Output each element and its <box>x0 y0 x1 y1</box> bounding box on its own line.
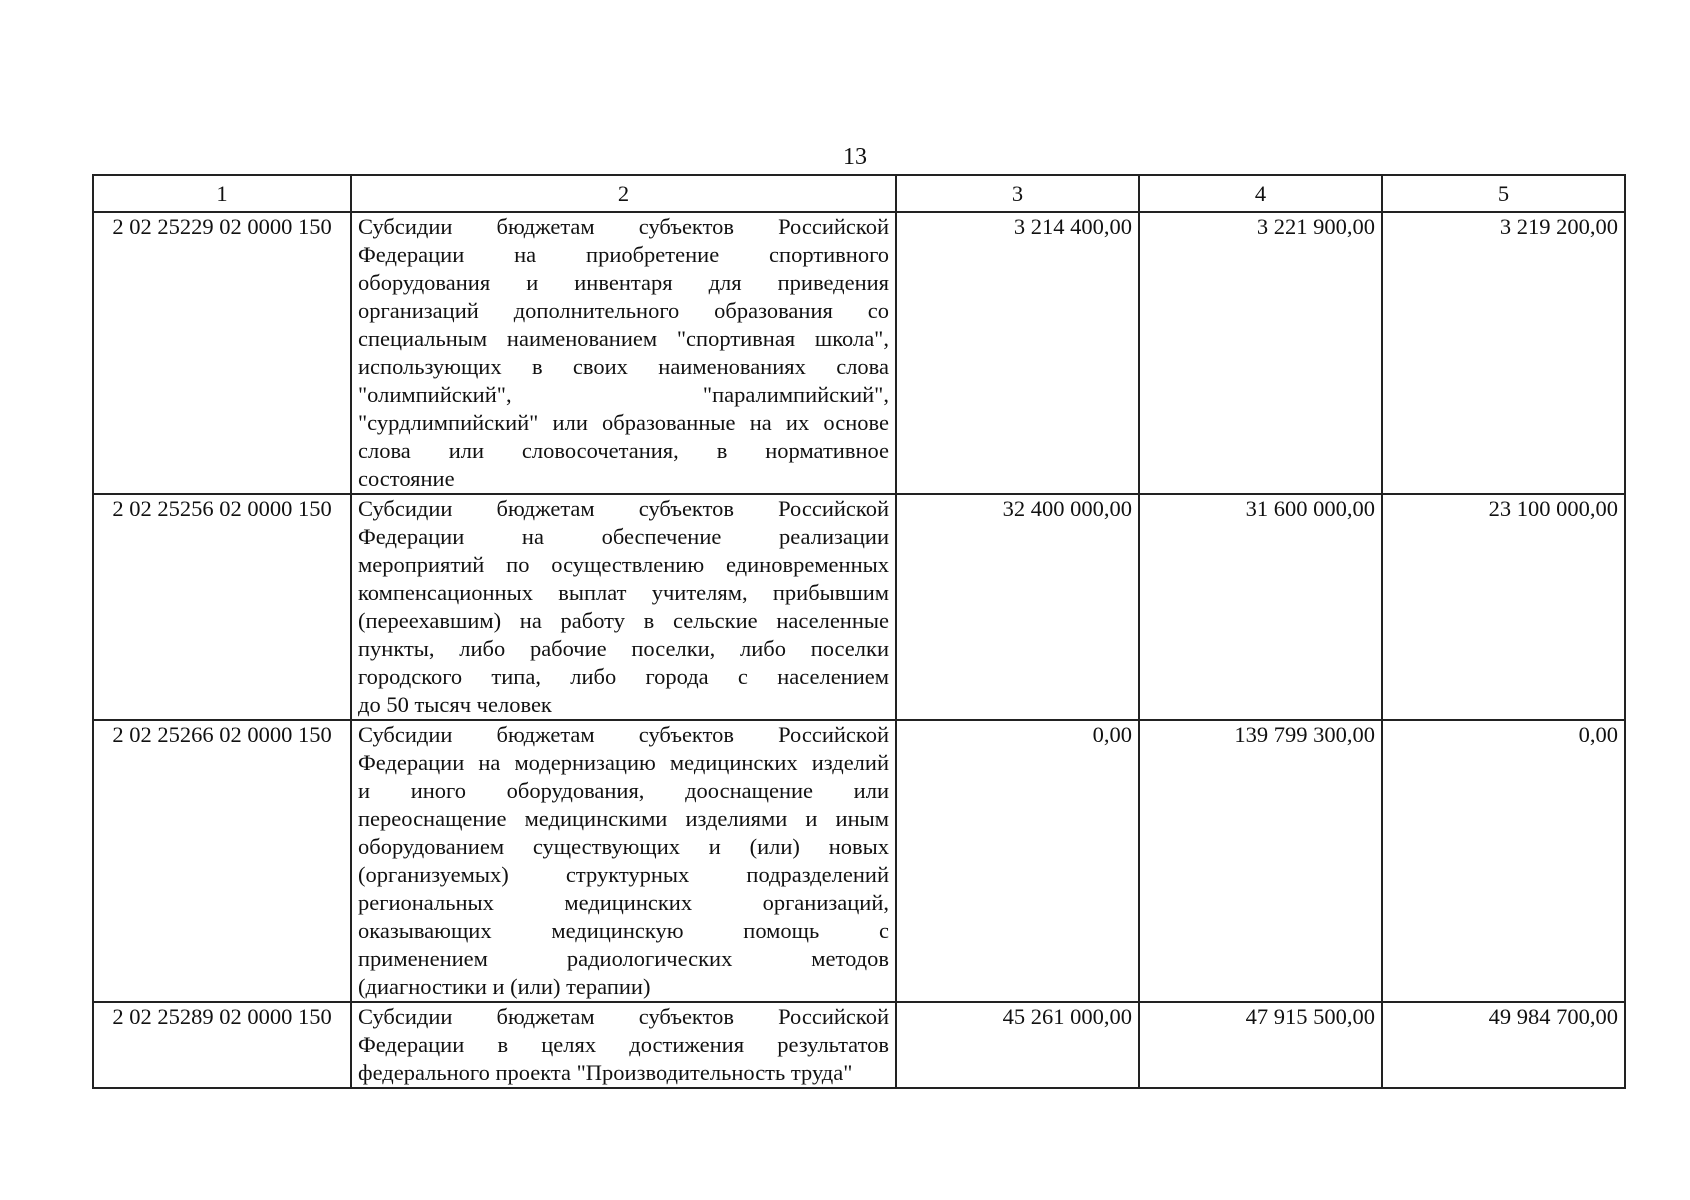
budget-code-cell: 2 02 25266 02 0000 150 <box>93 720 351 1002</box>
header-col-3: 3 <box>896 175 1139 212</box>
description-line: переоснащение медицинскими изделиями и иным <box>358 806 889 831</box>
description-line: оборудованием существующих и (или) новых <box>358 834 889 859</box>
table-row <box>93 494 1625 720</box>
amount-cell-col5: 23 100 000,00 <box>1382 494 1625 720</box>
description-line: Федерации в целях достижения результатов <box>358 1032 889 1057</box>
description-line: специальным наименованием "спортивная школа", <box>358 326 889 351</box>
amount-cell-col5: 49 984 700,00 <box>1382 1002 1625 1088</box>
description-cell <box>351 1002 896 1088</box>
amount-cell-col4: 139 799 300,00 <box>1139 720 1382 1002</box>
header-col-4: 4 <box>1139 175 1382 212</box>
description-line: применением радиологических методов <box>358 946 889 971</box>
description-line: "олимпийский", "паралимпийский", <box>358 382 889 407</box>
description-line: (диагностики и (или) терапии) <box>358 974 651 999</box>
amount-cell-col4: 31 600 000,00 <box>1139 494 1382 720</box>
description-line: мероприятий по осуществлению единовременных <box>358 552 889 577</box>
description-line: региональных медицинских организаций, <box>358 890 889 915</box>
description-line: слова или словосочетания, в нормативное <box>358 438 889 463</box>
description-line: Субсидии бюджетам субъектов Российской <box>358 496 889 521</box>
description-line: "сурдлимпийский" или образованные на их основе <box>358 410 889 435</box>
description-line: организаций дополнительного образования со <box>358 298 889 323</box>
header-col-5: 5 <box>1382 175 1625 212</box>
amount-cell-col5: 3 219 200,00 <box>1382 212 1625 494</box>
table-body <box>93 212 1625 1088</box>
description-cell <box>351 494 896 720</box>
description-line: Субсидии бюджетам субъектов Российской <box>358 722 889 747</box>
description-line: Федерации на обеспечение реализации <box>358 524 889 549</box>
description-line: оказывающих медицинскую помощь с <box>358 918 889 943</box>
amount-cell-col3: 45 261 000,00 <box>896 1002 1139 1088</box>
table-row <box>93 1002 1625 1088</box>
description-line: состояние <box>358 466 455 491</box>
header-row <box>93 175 1625 212</box>
table-row <box>93 212 1625 494</box>
table-row <box>93 720 1625 1002</box>
budget-code-cell: 2 02 25256 02 0000 150 <box>93 494 351 720</box>
description-cell <box>351 212 896 494</box>
amount-cell-col3: 3 214 400,00 <box>896 212 1139 494</box>
description-line: компенсационных выплат учителям, прибывшим <box>358 580 889 605</box>
description-line: Федерации на приобретение спортивного <box>358 242 889 267</box>
description-line: оборудования и инвентаря для приведения <box>358 270 889 295</box>
amount-cell-col3: 0,00 <box>896 720 1139 1002</box>
description-line: Субсидии бюджетам субъектов Российской <box>358 1004 889 1029</box>
description-line: пункты, либо рабочие поселки, либо поселки <box>358 636 889 661</box>
amount-cell-col5: 0,00 <box>1382 720 1625 1002</box>
description-line: до 50 тысяч человек <box>358 692 552 717</box>
budget-code-cell: 2 02 25289 02 0000 150 <box>93 1002 351 1088</box>
header-col-2: 2 <box>351 175 896 212</box>
amount-cell-col3: 32 400 000,00 <box>896 494 1139 720</box>
description-line: федерального проекта "Производительность труда" <box>358 1060 853 1085</box>
description-line: (переехавшим) на работу в сельские населенные <box>358 608 889 633</box>
amount-cell-col4: 47 915 500,00 <box>1139 1002 1382 1088</box>
page-number: 13 <box>843 144 867 170</box>
header-col-1: 1 <box>93 175 351 212</box>
description-line: использующих в своих наименованиях слова <box>358 354 889 379</box>
description-line: Субсидии бюджетам субъектов Российской <box>358 214 889 239</box>
amount-cell-col4: 3 221 900,00 <box>1139 212 1382 494</box>
description-line: городского типа, либо города с населением <box>358 664 889 689</box>
description-line: Федерации на модернизацию медицинских изделий <box>358 750 889 775</box>
description-line: (организуемых) структурных подразделений <box>358 862 889 887</box>
description-cell <box>351 720 896 1002</box>
budget-table <box>92 174 1626 1089</box>
description-line: и иного оборудования, дооснащение или <box>358 778 889 803</box>
table-header <box>93 175 1625 212</box>
budget-code-cell: 2 02 25229 02 0000 150 <box>93 212 351 494</box>
